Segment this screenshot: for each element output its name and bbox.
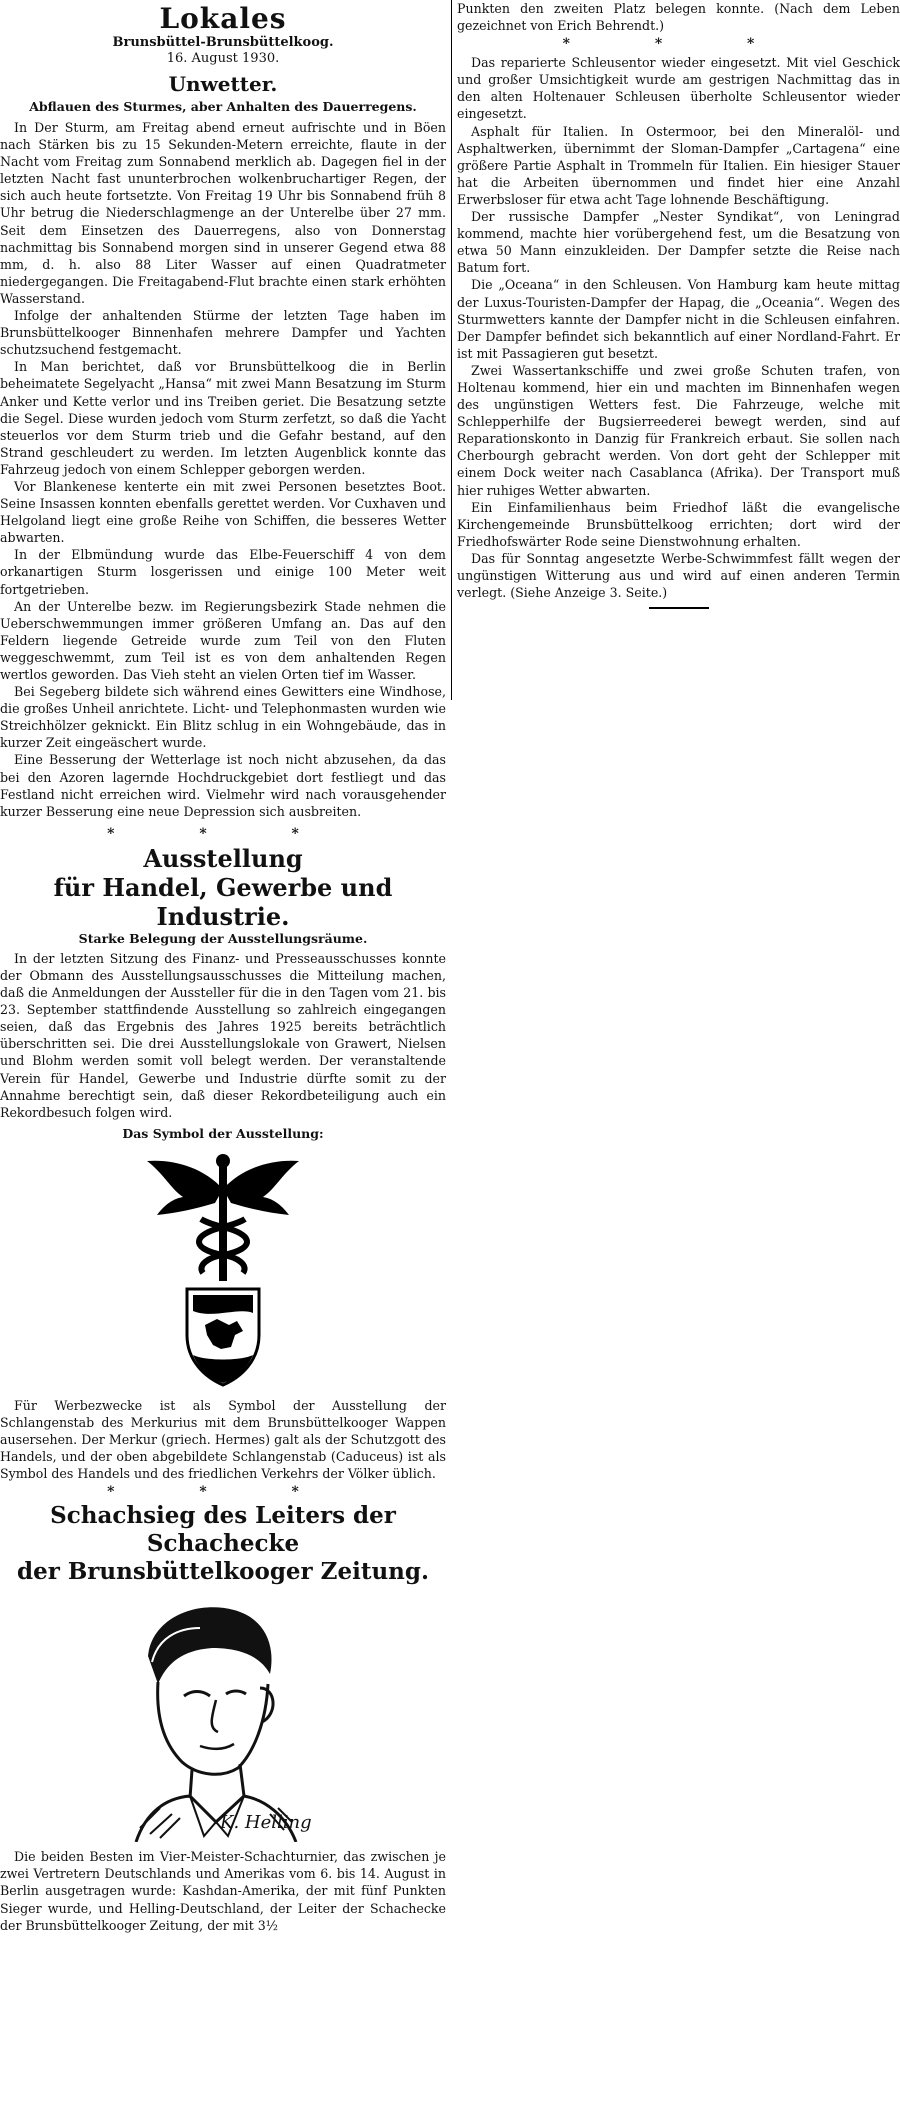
news-item: Die „Oceana“ in den Schleusen. Von Hamburg kam heute mittag der Luxus-Touristen-Dampfer der Hapag, die „Oceania“. Wegen des Sturmwetters kannte der Dampfer nicht in die Schleusen einfahren. Der Dampfer befindet sich bekanntlich auf einer Nordland-Fahrt. Er ist mit Passagieren gut besetzt. bbox=[457, 277, 900, 361]
column-rule bbox=[451, 0, 452, 700]
storm-paragraph: In Man berichtet, daß vor Brunsbüttelkoog die in Berlin beheimatete Segelyacht „Hansa“ mit zwei Mann Besatzung im Sturm Anker und Kette verlor und ins Treiben geriet. Die Besatzung setzte die Segel. Diese wurden jedoch vom Sturm zerfetzt, so daß die Yacht steuerlos vor dem Sturm trieb und die Gefahr bestand, auf den Strand geschleudert zu werden. Im letzten Augenblick konnte das Fahrzeug jedoch von einem Schlepper geborgen werden. bbox=[0, 359, 446, 477]
news-item: Ein Einfamilienhaus beim Friedhof läßt die evangelische Kirchengemeinde Brunsbüttelkoog errichten; dort wird der Friedhofswärter Rode seine Dienstwohnung erhalten. bbox=[457, 499, 900, 549]
section-separator: * * * bbox=[107, 825, 339, 842]
section-separator: * * * bbox=[562, 36, 795, 53]
portrait-drawing bbox=[100, 1592, 320, 1842]
news-item: Das für Sonntag angesetzte Werbe-Schwimmfest fällt wegen der ungünstigen Witterung aus und wird auf einen anderen Termin verlegt. (Siehe Anzeige 3. Seite.) bbox=[457, 550, 900, 601]
news-item: Zwei Wassertankschiffe und zwei große Schuten trafen, von Holtenau kommend, hier ein und machten im Binnenhafen wegen des ungünstigen Wetters fest. Die Fahrzeuge, welche mit Schlepperhilfe der Bugsierreederei bewegt werden, sind auf Reparationskonto in Danzig für Frankreich erbaut. Sie sollen nach Cherbourgh gebracht werden. Von dort geht der Schlepper mit einem Dock weiter nach Casablanca (Afrika). Der Transport muß hier ruhiges Wetter abwarten. bbox=[457, 362, 900, 498]
chess-paragraph: Die beiden Besten im Vier-Meister-Schachturnier, das zwischen je zwei Vertretern Deutschlands und Amerikas vom 6. bis 14. August in Berlin ausgetragen wurde: Kashdan-Amerika, der mit fünf Punkten Sieger wurde, und Helling-Deutschland, der Leiter der Schachecke der Brunsbüttelkooger Zeitung, der mit 3½ bbox=[0, 1849, 446, 1933]
storm-paragraph: Eine Besserung der Wetterlage ist noch nicht abzusehen, da das bei den Azoren lagernde Hochdruckgebiet dort festliegt und das Festland nicht erreichen wird. Vielmehr wird nach vorausgehender kurzer Besserung eine neue Depression sich ausbreiten. bbox=[0, 752, 446, 819]
storm-headline: Unwetter. bbox=[168, 72, 278, 96]
right-column bbox=[457, 0, 900, 609]
portrait-signature: K. Helling bbox=[220, 1812, 312, 1834]
storm-paragraph: Bei Segeberg bildete sich während eines Gewitters eine Windhose, die großes Unheil anrichtete. Licht- und Telephonmasten wurden wie Streichhölzer geknickt. Ein Blitz schlug in ein Wohngebäude, das in kurzer Zeit eingeäschert wurde. bbox=[0, 684, 446, 751]
news-item: Das reparierte Schleusentor wieder eingesetzt. Mit viel Geschick und großer Umsichtigkeit wurde am gestrigen Nachmittag das in den alten Holtenauer Schleusen überholte Schleusentor wieder eingesetzt. bbox=[457, 55, 900, 122]
storm-paragraph: Vor Blankenese kenterte ein mit zwei Personen besetztes Boot. Seine Insassen konnten ebenfalls gerettet werden. Vor Cuxhaven und Helgoland liegt eine große Reihe von Schiffen, die besseres Wetter abwarten. bbox=[0, 478, 446, 546]
exhibition-subhead: Starke Belegung der Ausstellungsräume. bbox=[78, 930, 368, 946]
emblem-caption: Das Symbol der Ausstellung: bbox=[122, 1125, 324, 1141]
news-item: Asphalt für Italien. In Ostermoor, bei den Mineralöl- und Asphaltwerken, übernimmt der Sloman-Dampfer „Cartagena“ eine größere Partie Asphalt in Trommeln für Italien. Ein hiesiger Stauer hat die Arbeiten übernommen und findet hier eine Anzahl Erwerbsloser für etwa acht Tage lohnende Beschäftigung. bbox=[457, 123, 900, 207]
left-column bbox=[0, 0, 446, 1934]
exhibition-headline: Ausstellung bbox=[143, 843, 303, 873]
chess-headline: Schachsieg des Leiters der Schachecke bbox=[50, 1502, 396, 1558]
caduceus-emblem-icon bbox=[143, 1149, 303, 1389]
section-title: Lokales bbox=[159, 2, 287, 35]
exhibition-headline-2: für Handel, Gewerbe und Industrie. bbox=[53, 872, 393, 931]
storm-paragraph: Infolge der anhaltenden Stürme der letzten Tage haben im Brunsbüttelkooger Binnenhafen mehrere Dampfer und Yachten schutzsuchend festgemacht. bbox=[0, 308, 446, 358]
news-item: Der russische Dampfer „Nester Syndikat“, von Leningrad kommend, machte hier vorübergehend fest, um die Besatzung von etwa 50 Mann einzukleiden. Der Dampfer setzte die Reise nach Batum fort. bbox=[457, 209, 900, 276]
dateline: Brunsbüttel-Brunsbüttelkoog. bbox=[112, 35, 334, 50]
chess-headline-2: der Brunsbüttelkooger Zeitung. bbox=[17, 1558, 429, 1586]
exhibition-paragraph: In der letzten Sitzung des Finanz- und Presseausschusses konnte der Obmann des Ausstellungsausschusses die Mitteilung machen, daß die Anmeldungen der Aussteller für die in den Tagen vom 21. bis 23. September stattfindende Ausstellung so zahlreich eingegangen seien, daß das Ergebnis des Jahres 1925 bereits beträchtlich überschritten sei. Die drei Ausstellungslokale von Grawert, Nielsen und Blohm werden somit voll belegt werden. Der veranstaltende Verein für Handel, Gewerbe und Industrie dürfte somit zu der Annahme berechtigt sein, daß dieser Rekordbeteiligung auch ein Rekordbesuch folgen wird. bbox=[0, 950, 446, 1120]
storm-paragraph: In der Elbmündung wurde das Elbe-Feuerschiff 4 von dem orkanartigen Sturm losgerissen und einige 100 Meter weit fortgetrieben. bbox=[0, 547, 446, 597]
storm-paragraph: In Der Sturm, am Freitag abend erneut aufrischte und in Böen nach Stärken bis zu 15 Sekunden-Metern erreichte, flaute in der Nacht vom Freitag zum Sonnabend merklich ab. Dagegen fiel in der letzten Nacht fast ununterbrochen wolkenbruchartiger Regen, der sich auch heute fortsetzte. Von Freitag 19 Uhr bis Sonnabend früh 8 Uhr betrug die Niederschlagmenge an der Unterelbe über 27 mm. Seit dem Einsetzen des Dauerregens, also von Donnerstag nachmittag bis Sonnabend morgen sind in unserer Gegend etwa 88 mm, d. h. also 88 Liter Wasser auf einen Quadratmeter niedergegangen. Die Freitagabend-Flut brachte einen stark erhöhten Wasserstand. bbox=[0, 120, 446, 306]
storm-paragraph: An der Unterelbe bezw. im Regierungsbezirk Stade nehmen die Ueberschwemmungen immer größeren Umfang an. Das auf den Feldern liegende Getreide wurde zum Teil von den Fluten weggeschwemmt, zum Teil ist es von dem anhaltenden Regen wertlos geworden. Das Vieh steht an vielen Orten tief im Wasser. bbox=[0, 598, 446, 682]
exhibition-paragraph: Für Werbezwecke ist als Symbol der Ausstellung der Schlangenstab des Merkurius mit dem Brunsbüttelkooger Wappen ausersehen. Der Merkur (griech. Hermes) galt als der Schutzgott des Handels, und der oben abgebildete Schlangenstab (Caduceus) ist als Symbol des Handels und des friedlichen Verkehrs der Völker üblich. bbox=[0, 1397, 446, 1482]
end-rule bbox=[649, 607, 709, 609]
issue-date: 16. August 1930. bbox=[166, 51, 280, 66]
section-separator: * * * bbox=[107, 1484, 339, 1501]
storm-subhead: Abflauen des Sturmes, aber Anhalten des Dauerregens. bbox=[29, 99, 417, 114]
chess-continuation: Punkten den zweiten Platz belegen konnte. (Nach dem Leben gezeichnet von Erich Behrendt.) bbox=[457, 1, 900, 34]
